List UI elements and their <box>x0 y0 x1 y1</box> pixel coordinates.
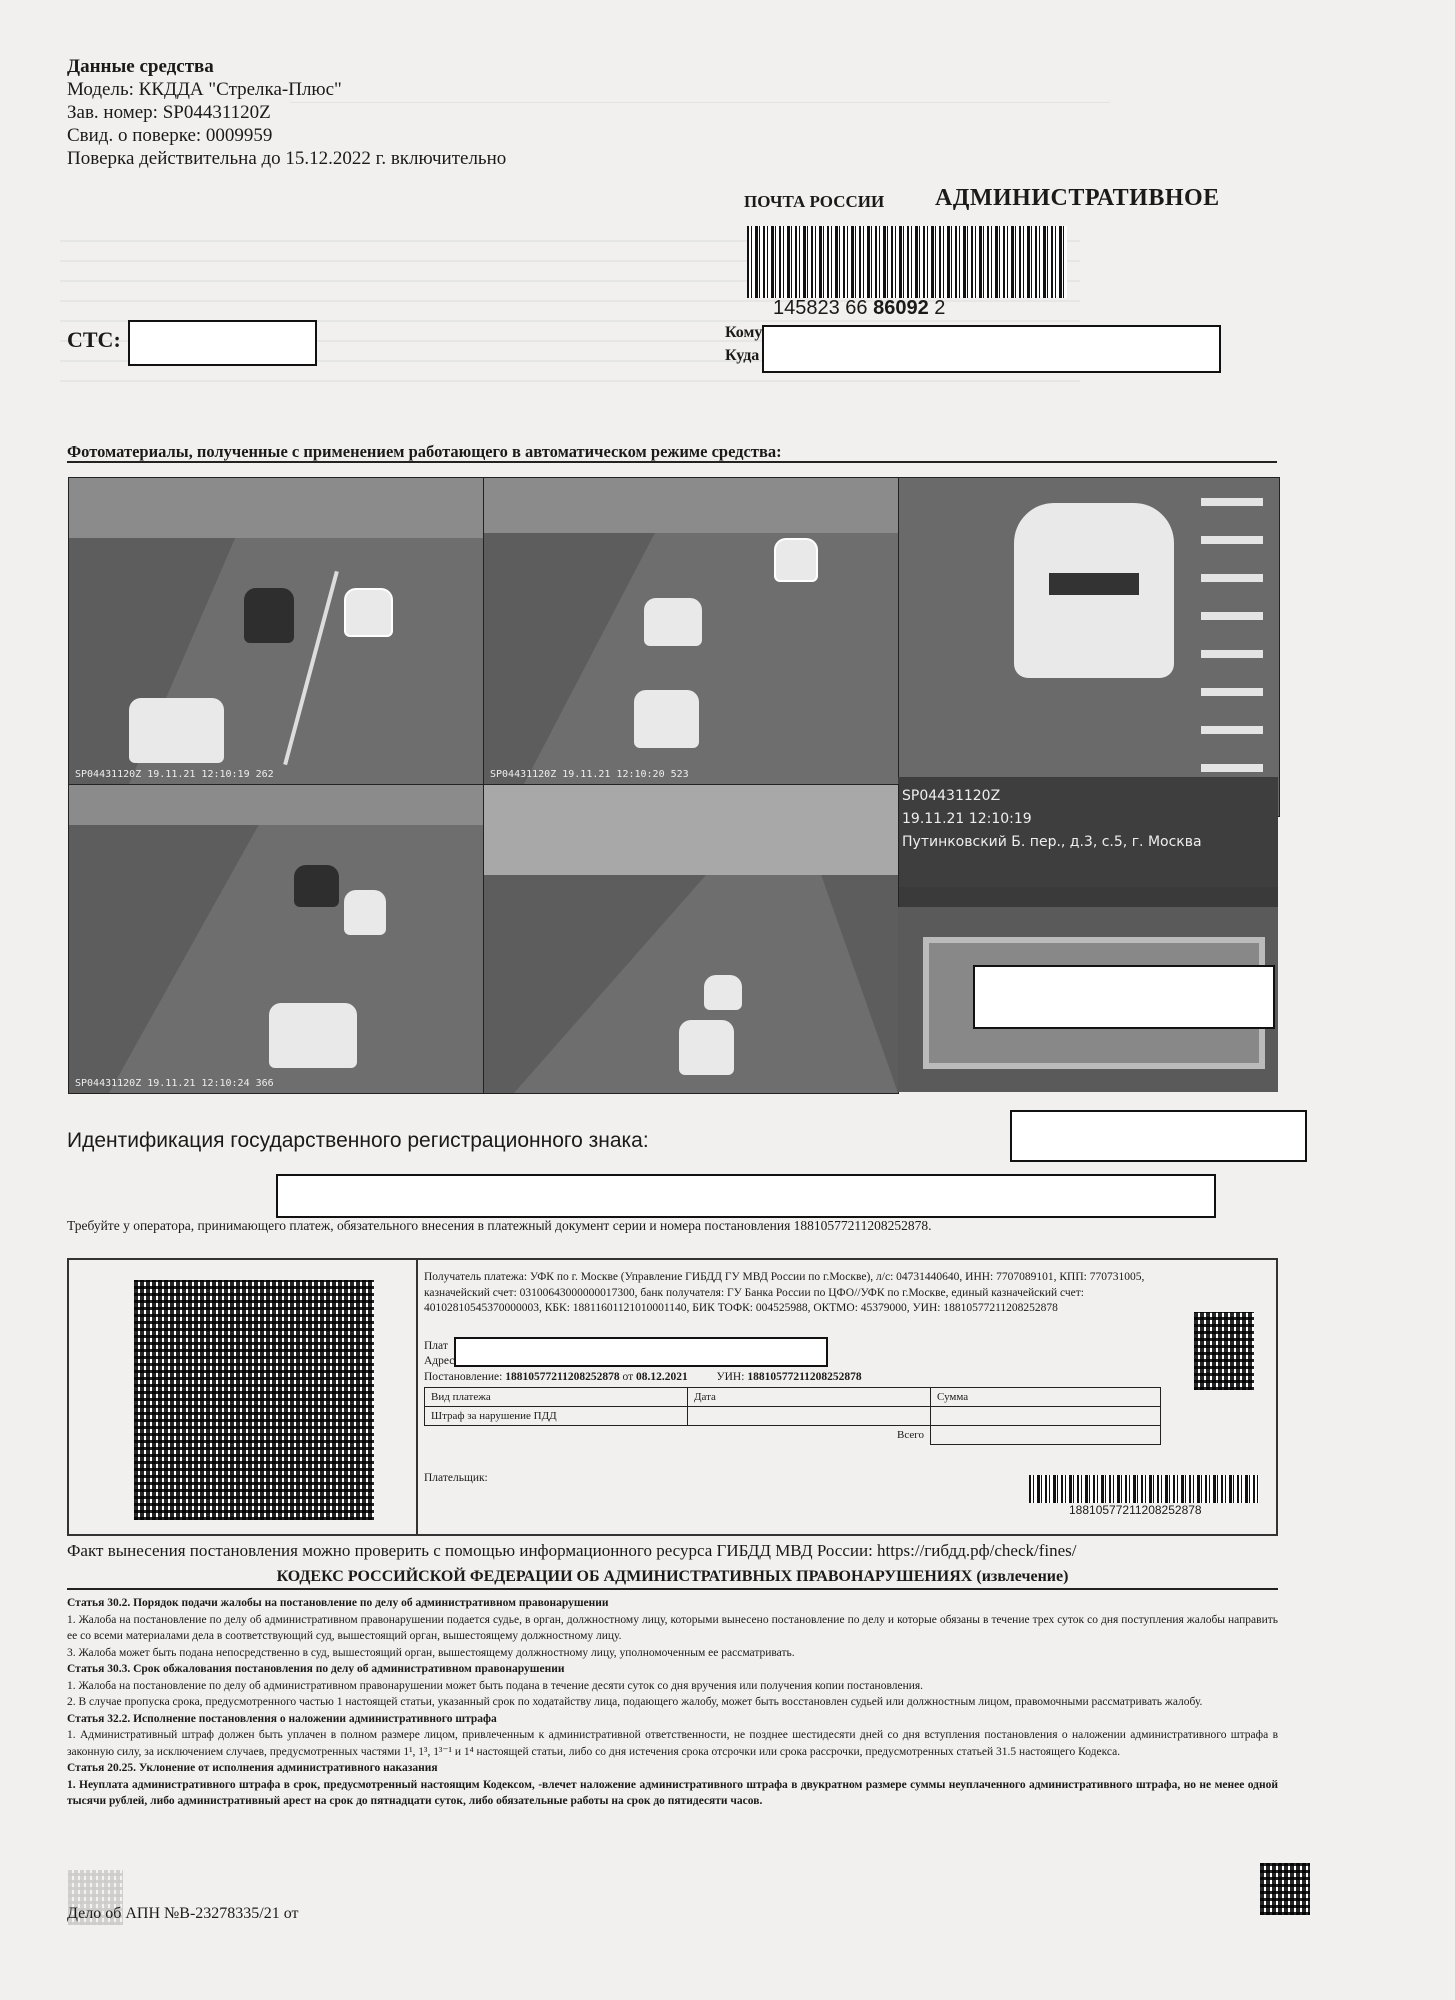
mail-barcode <box>747 226 1067 298</box>
law-30-2-p1: 1. Жалоба на постановление по делу об административном правонарушении подается судье, в орган, должностному лицу, которыми вынесено постановление по делу и которые обязаны в течение трех суток со дня поступления жалобы направить ее со всеми материалами дела в соответствующий суд, вышестоящий орган, вышестоящему должностному лицу. <box>67 1613 1278 1642</box>
mail-type: АДМИНИСТРАТИВНОЕ <box>935 185 1220 211</box>
payment-divider <box>416 1260 418 1536</box>
where-label: Куда <box>725 347 760 364</box>
law-32-2-p1: 1. Административный штраф должен быть уплачен в полном размере лицом, привлеченным к административной ответственности, не позднее шестидесяти дней со дня вступления постановления о наложении административного штрафа в законную силу, за исключением случаев, предусмотренных частями 1¹, 1³, 1³⁻¹ и 1⁴ настоящей статьи, либо со дня истечения срока отсрочки или срока рассрочки, предусмотренных статьей 31.5 настоящего Кодекса. <box>67 1729 1278 1758</box>
camera-photo-closeup <box>898 477 1280 817</box>
laws-excerpt <box>67 1595 1278 1810</box>
uin-label: УИН: <box>716 1371 745 1383</box>
footer-case: Дело об АПН №В-23278335/21 от <box>67 1905 299 1922</box>
info-serial: SP04431120Z <box>902 788 1001 804</box>
law-30-3-p1: 1. Жалоба на постановление по делу об административном правонарушении может быть подана в течение десяти суток со дня вручения или получения копии постановления. <box>67 1679 924 1692</box>
barcode-prefix: 145823 66 <box>773 297 868 319</box>
require-text: Требуйте у оператора, принимающего платеж, обязательного внесения в платежный документ серии и номера постановления 18810577211208252878. <box>67 1218 932 1233</box>
footer-datamatrix <box>1260 1863 1310 1915</box>
payer-short: Плат <box>424 1340 448 1352</box>
to-label: Кому <box>725 324 763 341</box>
law-20-25-p1: 1. Неуплата административного штрафа в срок, предусмотренный настоящим Кодексом, -влечет наложение административного штрафа в двукратном размере суммы неуплаченного административного штрафа, но не менее одной тысячи рублей, либо административный арест на срок до пятнадцати суток, либо обязательные работы на срок до пятидесяти часов. <box>67 1778 1278 1807</box>
payment-datamatrix <box>1194 1312 1254 1390</box>
decree-number: 18810577211208252878 <box>505 1371 620 1383</box>
law-30-2-p3: 3. Жалоба может быть подана непосредственно в суд, вышестоящий орган, вышестоящему должностному лицу, уполномоченным ее рассматривать. <box>67 1646 795 1659</box>
photo-3-stamp: SP04431120Z 19.11.21 12:10:24 366 <box>75 1078 274 1089</box>
payment-barcode <box>1029 1475 1259 1503</box>
identification-label: Идентификация государственного регистрационного знака: <box>67 1129 649 1152</box>
device-certificate: Свид. о поверке: 0009959 <box>67 125 273 146</box>
col-date: Дата <box>688 1388 931 1407</box>
device-validity: Поверка действительна до 15.12.2022 г. включительно <box>67 148 507 169</box>
plate-redaction <box>973 965 1275 1029</box>
address-short: Адрес <box>424 1355 455 1367</box>
col-sum: Сумма <box>931 1388 1161 1407</box>
camera-photo-1 <box>68 477 484 785</box>
plate-number-redaction <box>1010 1110 1307 1162</box>
device-heading: Данные средства <box>67 56 214 77</box>
law-20-25-heading: Статья 20.25. Уклонение от исполнения административного наказания <box>67 1762 438 1774</box>
payment-qr-code <box>134 1280 374 1520</box>
mail-carrier: ПОЧТА РОССИИ <box>744 192 885 211</box>
info-datetime: 19.11.21 12:10:19 <box>902 811 1032 827</box>
code-title-suffix: (извлечение) <box>976 1568 1069 1585</box>
decree-date: 08.12.2021 <box>635 1371 688 1383</box>
payment-recipient: Получатель платежа: УФК по г. Москве (Управление ГИБДД ГУ МВД России по г.Москве), л/с: 04731440640, ИНН: 7707089101, КПП: 770731005, казначейский счет: 03100643000000017300, банк получателя: ГУ Банка России по ЦФО//УФК по г.Москве, единый казначейский счет: 40102810545370000003, КБК: 18811601121010001140, БИК ТОФК: 004525988, ОКТМО: 45379000, УИН: 18810577211208252878 <box>424 1271 1145 1314</box>
payment-block <box>67 1258 1278 1536</box>
decree-line <box>424 1371 862 1383</box>
camera-photo-3 <box>68 784 484 1094</box>
code-title-main: КОДЕКС РОССИЙСКОЙ ФЕДЕРАЦИИ ОБ АДМИНИСТРАТИВНЫХ ПРАВОНАРУШЕНИЯХ <box>276 1568 973 1585</box>
sts-label: СТС: <box>67 327 121 352</box>
sts-redaction <box>128 320 317 366</box>
law-32-2-heading: Статья 32.2. Исполнение постановления о наложении административного штрафа <box>67 1712 497 1725</box>
photo-2-stamp: SP04431120Z 19.11.21 12:10:20 523 <box>490 769 689 780</box>
address-redaction <box>762 325 1221 373</box>
law-30-3-heading: Статья 30.3. Срок обжалования постановления по делу об административном правонарушении <box>67 1663 565 1675</box>
payer-redaction <box>454 1337 828 1367</box>
device-info <box>67 55 506 170</box>
uin-number: 18810577211208252878 <box>747 1371 862 1383</box>
mail-barcode-number <box>773 297 945 320</box>
payment-table <box>424 1387 1161 1445</box>
photos-heading: Фотоматериалы, полученные с применением работающего в автоматическом режиме средства: <box>67 442 782 461</box>
barcode-bold: 86092 <box>873 297 929 319</box>
detail-redaction <box>276 1174 1216 1218</box>
col-type: Вид платежа <box>425 1388 688 1407</box>
law-30-3-p2: 2. В случае пропуска срока, предусмотренного частью 1 настоящей статьи, указанный срок по ходатайству лица, подающего жалобу, может быть восстановлен судьей или должностным лицом, правомочными рассматривать жалобу. <box>67 1696 1203 1708</box>
code-title <box>67 1568 1278 1590</box>
law-30-2-heading: Статья 30.2. Порядок подачи жалобы на постановление по делу об административном правонарушении <box>67 1597 609 1609</box>
camera-photo-4 <box>483 784 899 1094</box>
verify-text: Факт вынесения постановления можно проверить с помощью информационного ресурса ГИБДД МВД России: https://гибдд.рф/check/fines/ <box>67 1541 1077 1560</box>
photos-heading-rule <box>67 461 1277 463</box>
device-serial: Зав. номер: SP04431120Z <box>67 102 271 123</box>
info-location: Путинковский Б. пер., д.3, с.5, г. Москва <box>902 834 1202 850</box>
device-model: Модель: ККДДА "Стрелка-Плюс" <box>67 79 342 100</box>
photo-info-panel <box>898 777 1278 887</box>
camera-photo-2 <box>483 477 899 785</box>
decree-from: от <box>622 1371 634 1383</box>
row-type: Штраф за нарушение ПДД <box>425 1407 688 1426</box>
decree-label: Постановление: <box>424 1371 503 1383</box>
barcode-suffix: 2 <box>934 297 946 319</box>
photo-1-stamp: SP04431120Z 19.11.21 12:10:19 262 <box>75 769 274 780</box>
payer-label: Плательщик: <box>424 1472 488 1484</box>
total-label: Всего <box>425 1426 931 1445</box>
payment-barcode-text: 18810577211208252878 <box>1069 1503 1202 1517</box>
